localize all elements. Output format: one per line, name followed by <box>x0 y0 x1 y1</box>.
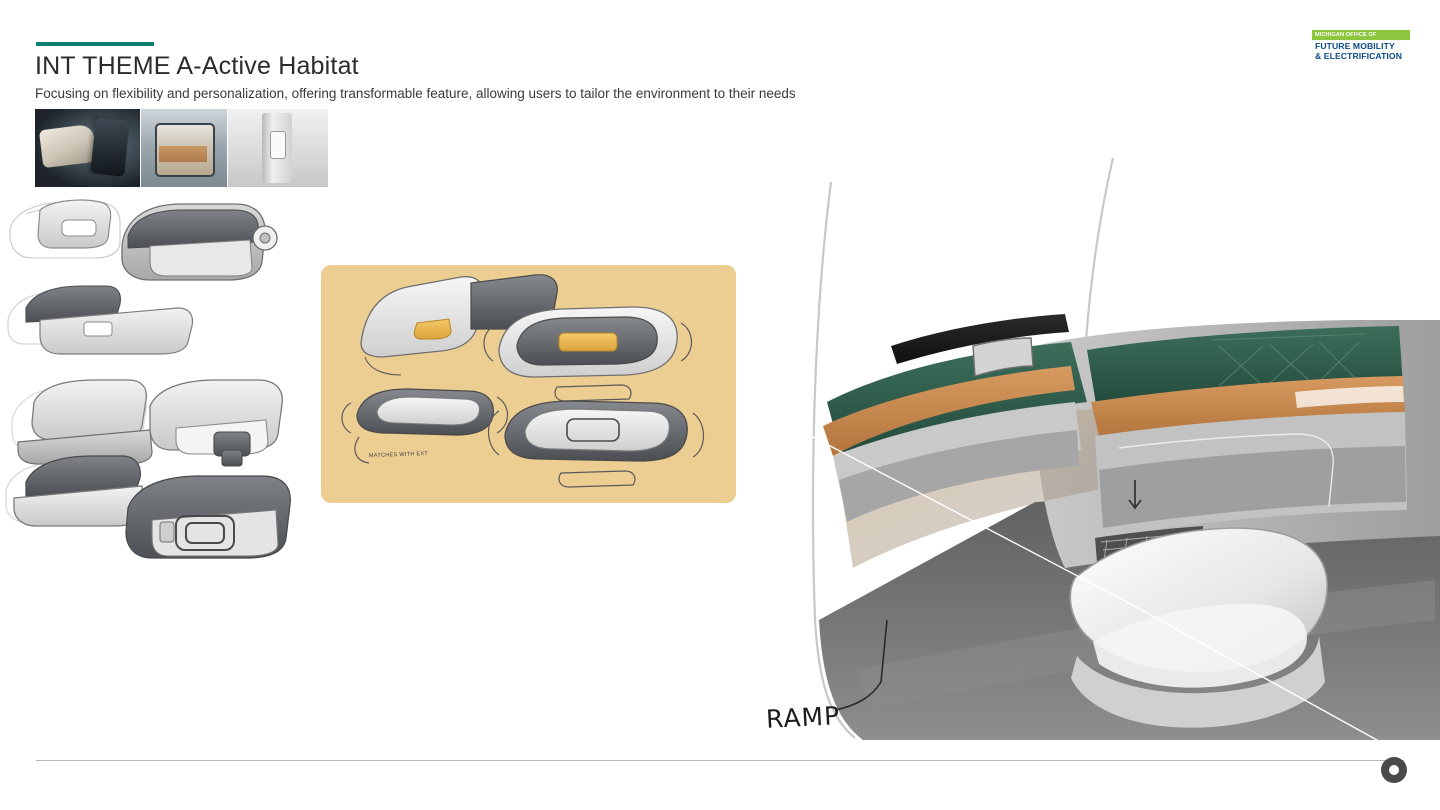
logo-top-bar: MICHIGAN OFFICE OF <box>1312 30 1410 40</box>
selected-concept-sketches <box>321 265 736 503</box>
ramp-callout-label: RAMP <box>765 701 841 734</box>
michigan-office-logo <box>1312 30 1410 61</box>
logo-line-3: & ELECTRIFICATION <box>1315 50 1402 61</box>
page-title: INT THEME A-Active Habitat <box>35 52 359 80</box>
selected-concept-panel <box>321 265 736 503</box>
hip-pack-reference-photo <box>35 109 140 187</box>
seat-ideation-sketches <box>0 190 345 580</box>
interior-hero-sketch <box>735 150 1440 750</box>
strap-buckle-reference-photo <box>228 109 328 187</box>
reference-image-strip <box>35 109 328 187</box>
duffel-interior-reference-photo <box>141 109 227 187</box>
company-roundel-mark <box>1381 757 1407 783</box>
logo-line-2: FUTURE MOBILITY <box>1315 40 1395 51</box>
page-subtitle: Focusing on flexibility and personalization, offering transformable feature, allowing users to tailor the environment to their needs <box>35 86 796 101</box>
title-accent-rule <box>36 42 154 46</box>
matches-with-ext-annotation: MATCHES WITH EXT <box>368 450 429 460</box>
footer-divider <box>36 760 1404 761</box>
